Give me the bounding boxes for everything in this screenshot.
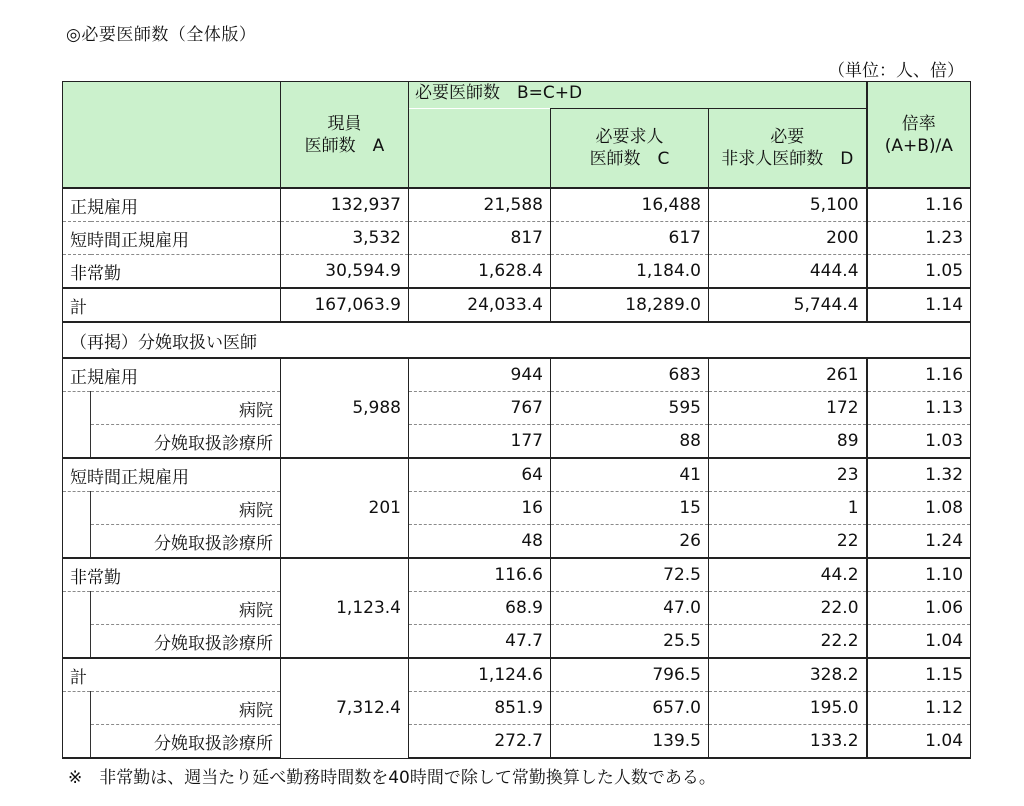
header-current-doctors xyxy=(281,82,409,189)
header-d-line1: 必要 xyxy=(770,127,805,147)
cell-a: 1,123.4 xyxy=(281,558,409,658)
section-title: （再掲）分娩取扱い医師 xyxy=(63,322,971,358)
row-label: 非常勤 xyxy=(63,255,281,289)
cell-c: 47.0 xyxy=(551,592,709,625)
cell-ratio: 1.10 xyxy=(867,558,971,592)
cell-b: 47.7 xyxy=(409,625,551,659)
cell-d: 444.4 xyxy=(709,255,867,289)
cell-b: 272.7 xyxy=(409,725,551,759)
section-row xyxy=(63,322,971,358)
cell-b: 177 xyxy=(409,425,551,459)
cell-ratio: 1.16 xyxy=(867,358,971,392)
cell-a: 5,988 xyxy=(281,358,409,458)
cell-ratio: 1.08 xyxy=(867,492,971,525)
cell-c: 15 xyxy=(551,492,709,525)
cell-c: 72.5 xyxy=(551,558,709,592)
cell-ratio: 1.04 xyxy=(867,725,971,759)
cell-d: 1 xyxy=(709,492,867,525)
cell-c: 18,289.0 xyxy=(551,288,709,322)
table-row xyxy=(63,358,971,392)
cell-ratio: 1.04 xyxy=(867,625,971,659)
row-indent xyxy=(63,625,91,659)
cell-b: 1,124.6 xyxy=(409,658,551,692)
cell-ratio: 1.06 xyxy=(867,592,971,625)
cell-d: 200 xyxy=(709,222,867,255)
sub-row-label: 病院 xyxy=(91,692,281,725)
cell-b: 851.9 xyxy=(409,692,551,725)
cell-ratio: 1.14 xyxy=(867,288,971,322)
cell-ratio: 1.32 xyxy=(867,458,971,492)
cell-a: 132,937 xyxy=(281,188,409,222)
cell-c: 88 xyxy=(551,425,709,459)
table-row-sub xyxy=(63,625,971,659)
row-label: 非常勤 xyxy=(63,558,281,592)
sub-row-label: 分娩取扱診療所 xyxy=(91,525,281,559)
row-label: 短時間正規雇用 xyxy=(63,458,281,492)
header-ratio-line2: (A+B)/A xyxy=(884,135,953,156)
cell-ratio: 1.12 xyxy=(867,692,971,725)
header-required-doctors: 必要医師数 B=C+D xyxy=(409,82,867,109)
cell-d: 328.2 xyxy=(709,658,867,692)
cell-c: 139.5 xyxy=(551,725,709,759)
cell-b: 767 xyxy=(409,392,551,425)
cell-ratio: 1.16 xyxy=(867,188,971,222)
cell-a: 30,594.9 xyxy=(281,255,409,289)
cell-d: 44.2 xyxy=(709,558,867,592)
cell-d: 133.2 xyxy=(709,725,867,759)
cell-c: 683 xyxy=(551,358,709,392)
table-row-sub xyxy=(63,692,971,725)
table-row-sub xyxy=(63,392,971,425)
cell-a: 201 xyxy=(281,458,409,558)
header-c-line1: 必要求人 xyxy=(595,127,664,147)
cell-d: 5,744.4 xyxy=(709,288,867,322)
cell-b: 24,033.4 xyxy=(409,288,551,322)
cell-d: 22 xyxy=(709,525,867,559)
table-row-total xyxy=(63,288,971,322)
cell-a: 7,312.4 xyxy=(281,658,409,758)
cell-ratio: 1.13 xyxy=(867,392,971,425)
sub-row-label: 分娩取扱診療所 xyxy=(91,425,281,459)
header-required-blank xyxy=(409,109,551,189)
cell-c: 595 xyxy=(551,392,709,425)
cell-a: 3,532 xyxy=(281,222,409,255)
unit-label: （単位：人、倍） xyxy=(828,61,964,81)
table-row xyxy=(63,558,971,592)
sub-row-label: 分娩取扱診療所 xyxy=(91,625,281,659)
cell-b: 21,588 xyxy=(409,188,551,222)
cell-b: 64 xyxy=(409,458,551,492)
cell-a: 167,063.9 xyxy=(281,288,409,322)
table-row xyxy=(63,222,971,255)
cell-d: 89 xyxy=(709,425,867,459)
table-row xyxy=(63,658,971,692)
cell-b: 1,628.4 xyxy=(409,255,551,289)
row-indent xyxy=(63,425,91,459)
cell-b: 16 xyxy=(409,492,551,525)
cell-c: 25.5 xyxy=(551,625,709,659)
cell-b: 944 xyxy=(409,358,551,392)
cell-d: 261 xyxy=(709,358,867,392)
cell-b: 817 xyxy=(409,222,551,255)
sub-row-label: 病院 xyxy=(91,392,281,425)
row-indent xyxy=(63,725,91,759)
header-a-line1: 現員 xyxy=(327,113,362,134)
cell-b: 48 xyxy=(409,525,551,559)
row-label: 計 xyxy=(63,658,281,692)
cell-c: 26 xyxy=(551,525,709,559)
doctor-requirement-table xyxy=(62,81,971,759)
cell-c: 657.0 xyxy=(551,692,709,725)
cell-ratio: 1.03 xyxy=(867,425,971,459)
table-row-sub xyxy=(63,525,971,559)
cell-ratio: 1.24 xyxy=(867,525,971,559)
page-title: ◎必要医師数（全体版） xyxy=(66,25,257,45)
footnote: ※ 非常勤は、週当たり延べ勤務時間数を40時間で除して常勤換算した人数である。 xyxy=(68,768,716,788)
cell-d: 195.0 xyxy=(709,692,867,725)
header-required-nonrecruit xyxy=(709,109,867,189)
cell-d: 5,100 xyxy=(709,188,867,222)
cell-ratio: 1.15 xyxy=(867,658,971,692)
cell-c: 617 xyxy=(551,222,709,255)
row-label: 短時間正規雇用 xyxy=(63,222,281,255)
header-required-recruit xyxy=(551,109,709,189)
header-ratio xyxy=(867,82,971,189)
cell-c: 796.5 xyxy=(551,658,709,692)
table-row xyxy=(63,255,971,289)
table-row-sub xyxy=(63,492,971,525)
sub-row-label: 病院 xyxy=(91,592,281,625)
cell-ratio: 1.23 xyxy=(867,222,971,255)
row-indent xyxy=(63,392,91,425)
header-c-line2: 医師数 C xyxy=(589,149,670,169)
cell-b: 116.6 xyxy=(409,558,551,592)
header-a-line2: 医師数 A xyxy=(304,135,385,156)
sub-row-label: 病院 xyxy=(91,492,281,525)
row-indent xyxy=(63,692,91,725)
cell-d: 22.0 xyxy=(709,592,867,625)
sub-row-label: 分娩取扱診療所 xyxy=(91,725,281,759)
header-ratio-line1: 倍率 xyxy=(901,113,936,134)
table-row xyxy=(63,458,971,492)
cell-c: 41 xyxy=(551,458,709,492)
header-d-line2: 非求人医師数 D xyxy=(721,149,854,169)
cell-d: 172 xyxy=(709,392,867,425)
table-row-sub xyxy=(63,425,971,459)
cell-ratio: 1.05 xyxy=(867,255,971,289)
header-corner xyxy=(63,82,281,189)
cell-c: 16,488 xyxy=(551,188,709,222)
row-label: 正規雇用 xyxy=(63,358,281,392)
table-row xyxy=(63,188,971,222)
cell-c: 1,184.0 xyxy=(551,255,709,289)
cell-b: 68.9 xyxy=(409,592,551,625)
row-label: 正規雇用 xyxy=(63,188,281,222)
row-label: 計 xyxy=(63,288,281,322)
row-indent xyxy=(63,592,91,625)
table-row-sub xyxy=(63,592,971,625)
row-indent xyxy=(63,525,91,559)
cell-d: 23 xyxy=(709,458,867,492)
row-indent xyxy=(63,492,91,525)
cell-d: 22.2 xyxy=(709,625,867,659)
table-row-sub xyxy=(63,725,971,759)
